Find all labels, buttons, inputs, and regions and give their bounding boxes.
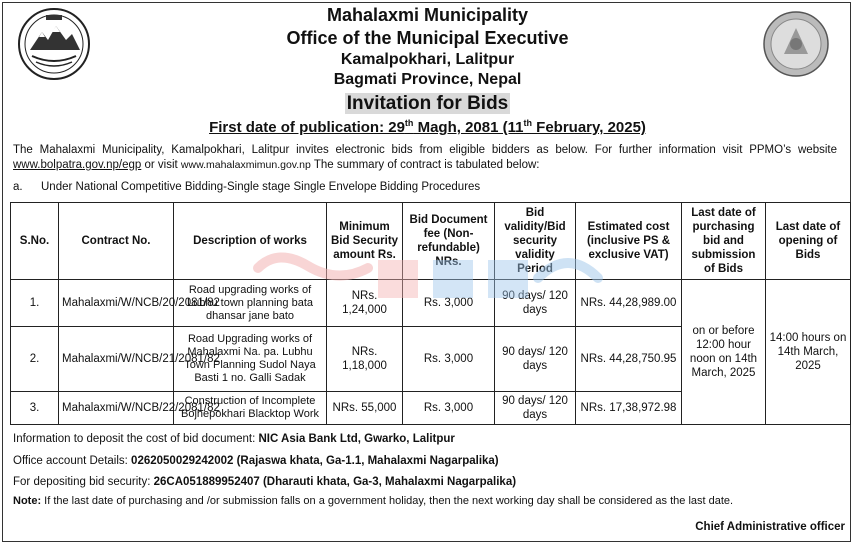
office-name: Office of the Municipal Executive <box>286 28 569 48</box>
bid-security-account: For depositing bid security: 26CA051889952407 (Dharauti khata, Ga-3, Mahalaxmi Nagarpalika) <box>13 476 517 488</box>
header-security: Minimum Bid Security amount Rs. <box>327 203 403 280</box>
table-header-row <box>11 203 851 280</box>
cell-description: Road upgrading works of Lubhu town planning bata dhansar jane bato <box>174 280 327 327</box>
municipality-name: Mahalaxmi Municipality <box>326 5 529 25</box>
cell-security: NRs. 55,000 <box>327 392 403 425</box>
cell-sno: 1. <box>11 280 59 327</box>
contract-table <box>10 202 851 425</box>
holiday-note: Note: If the last date of purchasing and /or submission falls on a government holiday, then the next working day shall be considered as the last date. <box>13 495 734 507</box>
address-line: Kamalpokhari, Lalitpur <box>340 51 515 68</box>
cell-validity: 90 days/ 120 days <box>495 327 576 392</box>
header-description: Description of works <box>174 203 327 280</box>
cell-cost: NRs. 44,28,750.95 <box>576 327 682 392</box>
province-line: Bagmati Province, Nepal <box>333 71 522 88</box>
cell-cost: NRs. 17,38,972.98 <box>576 392 682 425</box>
header-fee: Bid Document fee (Non-refundable) NRs. <box>403 203 495 280</box>
signature-title: Chief Administrative officer <box>695 521 845 533</box>
bolpatra-link[interactable]: www.bolpatra.gov.np/egp <box>13 159 142 171</box>
header-last-purchase: Last date of purchasing bid and submission of Bids <box>682 203 766 280</box>
cell-sno: 3. <box>11 392 59 425</box>
page-title: Invitation for Bids <box>346 93 509 114</box>
account-details: Office account Details: 0262050029242002 (Rajaswa khata, Ga-1.1, Mahalaxmi Nagarpalika) <box>13 455 499 467</box>
cell-fee: Rs. 3,000 <box>403 327 495 392</box>
cell-validity: 90 days/ 120 days <box>495 392 576 425</box>
header-sno: S.No. <box>11 203 59 280</box>
header-contract: Contract No. <box>59 203 174 280</box>
header-validity: Bid validity/Bid security validity Period <box>495 203 576 280</box>
cell-security: NRs. 1,24,000 <box>327 280 403 327</box>
cell-contract: Mahalaxmi/W/NCB/22/2081/82 <box>59 392 174 425</box>
cell-security: NRs. 1,18,000 <box>327 327 403 392</box>
cell-description: Construction of Incomplete Bojhepokhari Blacktop Work <box>174 392 327 425</box>
procedure-heading: a. Under National Competitive Bidding-Single stage Single Envelope Bidding Procedures <box>13 181 481 193</box>
cell-fee: Rs. 3,000 <box>403 280 495 327</box>
cell-last-opening: 14:00 hours on 14th March, 2025 <box>766 280 851 425</box>
publication-date: First date of publication: 29th Magh, 2081 (11th February, 2025) <box>209 118 646 136</box>
cell-cost: NRs. 44,28,989.00 <box>576 280 682 327</box>
header-last-opening: Last date of opening of Bids <box>766 203 851 280</box>
cell-validity: 90 days/ 120 days <box>495 280 576 327</box>
intro-paragraph: The Mahalaxmi Municipality, Kamalpokhari, Lalitpur invites electronic bids from eligible bidders as below. For further information visit PPMO’s website www.bolpatra.gov.np/egp or visit www.mahalaxmimun.gov.np The summary of contract is tabulated below: <box>13 144 837 171</box>
table-row <box>11 280 851 327</box>
cell-last-purchase: on or before 12:00 hour noon on 14th March, 2025 <box>682 280 766 425</box>
cell-fee: Rs. 3,000 <box>403 392 495 425</box>
cell-contract: Mahalaxmi/W/NCB/21/2081/82 <box>59 327 174 392</box>
cell-contract: Mahalaxmi/W/NCB/20/2081/82 <box>59 280 174 327</box>
cell-sno: 2. <box>11 327 59 392</box>
header-cost: Estimated cost (inclusive PS & exclusive VAT) <box>576 203 682 280</box>
municipality-website: www.mahalaxmimun.gov.np <box>180 159 311 171</box>
bank-info: Information to deposit the cost of bid document: NIC Asia Bank Ltd, Gwarko, Lalitpur <box>13 433 455 445</box>
cell-description: Road Upgrading works of Mahalaxmi Na. pa. Lubhu Town Planning Sudol Naya Basti 1 no. Galli Sadak <box>174 327 327 392</box>
